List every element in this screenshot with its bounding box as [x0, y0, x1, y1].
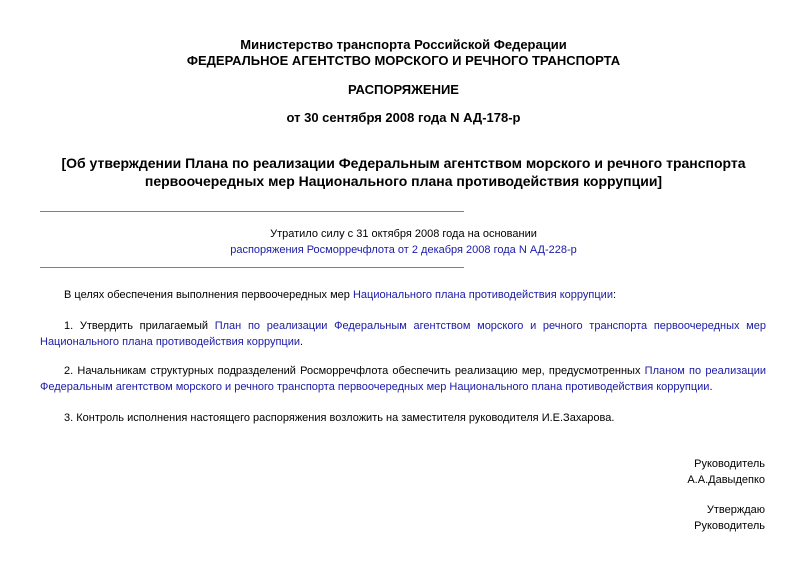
status-note-text: Утратило силу с 31 октября 2008 года на основании — [270, 228, 537, 240]
item-1-end: . — [300, 336, 304, 348]
item-2-end: . — [709, 381, 713, 393]
paragraph-preamble — [40, 287, 766, 303]
preamble-text: В целях обеспечения выполнения первоочередных мер — [64, 289, 353, 301]
national-plan-link[interactable]: Национального плана противодействия коррупции — [352, 289, 613, 301]
document-date-number: от 30 сентября 2008 года N АД-178-р — [286, 110, 521, 125]
approval-label: Утверждаю — [706, 504, 765, 516]
item-2-text: 2. Начальникам структурных подразделений Росморречфлота обеспечить реализацию мер, предусмотренных — [64, 365, 645, 377]
ministry-name: Министерство транспорта Российской Федерации — [240, 37, 567, 52]
approval-position: Руководитель — [694, 520, 765, 532]
plan-measures-link[interactable]: Планом по реализации Федеральным агентством морского и речного транспорта первоочередных мер Национального плана противодействия коррупции — [40, 365, 766, 393]
preamble-end: : — [612, 289, 617, 301]
document-title-line-2: первоочередных мер Национального плана противодействия коррупции] — [144, 173, 663, 189]
paragraph-item-2 — [40, 363, 766, 395]
paragraph-item-1 — [40, 318, 766, 350]
signature-position: Руководитель — [694, 458, 765, 470]
divider-top — [40, 211, 464, 212]
signature-name: А.А.Давыдепко — [687, 474, 765, 486]
approved-plan-link[interactable]: План по реализации Федеральным агентством морского и речного транспорта первоочередных мер Национального плана противодействия коррупции — [40, 320, 766, 348]
agency-name: ФЕДЕРАЛЬНОЕ АГЕНТСТВО МОРСКОГО И РЕЧНОГО ТРАНСПОРТА — [186, 53, 621, 68]
status-note-line — [0, 243, 807, 257]
paragraph-item-3: 3. Контроль исполнения настоящего распоряжения возложить на заместителя руководителя И.Е.Захарова. — [64, 412, 615, 424]
item-1-text: 1. Утвердить прилагаемый — [64, 320, 215, 332]
document-title-line-1: [Об утверждении Плана по реализации Федеральным агентством морского и речного транспорта — [61, 155, 746, 171]
document-type: РАСПОРЯЖЕНИЕ — [348, 82, 459, 97]
repeal-order-link[interactable]: распоряжения Росморречфлота от 2 декабря 2008 года N АД-228-р — [230, 244, 577, 256]
divider-bottom — [40, 267, 464, 268]
